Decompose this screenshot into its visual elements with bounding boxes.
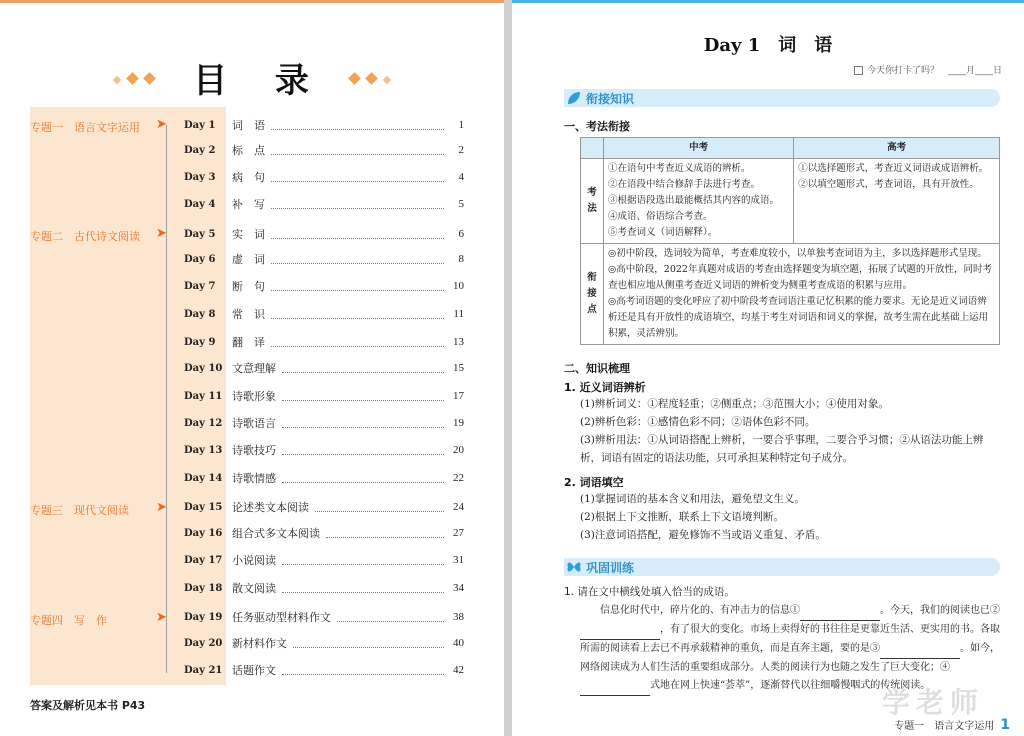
question-1: 1. 请在文中横线处填入恰当的成语。 — [564, 586, 735, 598]
leader-dots — [326, 529, 444, 538]
toc-row[interactable] — [184, 469, 464, 487]
day-label: Day 7 — [184, 280, 216, 292]
toc-row[interactable] — [184, 551, 464, 569]
day-label: Day 12 — [184, 417, 223, 429]
day-label: Day 3 — [184, 171, 216, 183]
day-label: Day 17 — [184, 554, 223, 566]
toc-divider-line — [166, 125, 167, 673]
topic-2[interactable] — [30, 226, 167, 244]
butterfly-icon — [566, 559, 582, 575]
leader-dots — [271, 338, 444, 347]
page-number: 13 — [453, 336, 464, 348]
page-number: 24 — [453, 501, 464, 513]
checkin-text: 今天你打卡了吗？ ____月____日 — [866, 66, 1002, 76]
table-line: ◎高考词语题的变化呼应了初中阶段考查词语注重记忆积累的能力要求。无论是近义词语辨析还是具有开放性的成语填空，均基于考生对词语和词义的掌握，故考生需在此基础上运用积累，灵活辨别。 — [608, 296, 989, 339]
passage-text: ，有了很大的变化。市场上卖得好的书往往是更靠近生活、更实用的书。各取所需的阅读看上去已不再承载精神的重负，而是直奔主题，要的是③ — [580, 624, 1000, 654]
lesson-name: 病 句 — [232, 171, 265, 184]
knowledge-item: (3)注意词语搭配，避免修饰不当或语义重复、矛盾。 — [580, 529, 826, 541]
watermark: 学老师 — [881, 686, 984, 719]
row-label: 衔接点 — [581, 244, 604, 345]
answer-blank-4[interactable] — [580, 677, 650, 696]
toc-row[interactable] — [184, 225, 464, 243]
topic-label: 专题一 语言文字运用 — [30, 121, 140, 134]
toc-title: 目 录 — [193, 61, 327, 101]
checkbox-icon[interactable] — [854, 66, 863, 75]
day-label: Day 8 — [184, 308, 216, 320]
toc-row[interactable] — [184, 524, 464, 542]
section-bar-practice — [564, 558, 1000, 576]
toc-row[interactable] — [184, 305, 464, 323]
toc-row[interactable] — [184, 195, 464, 213]
topic-label: 专题四 写 作 — [30, 614, 107, 627]
knowledge-list-1 — [580, 395, 1002, 467]
day-label: Day 5 — [184, 228, 216, 240]
leader-dots — [282, 584, 444, 593]
leader-dots — [282, 474, 444, 483]
lesson-name: 任务驱动型材料作文 — [232, 611, 331, 624]
toc-row[interactable] — [184, 634, 464, 652]
page-number: 40 — [453, 637, 464, 649]
answer-blank-3[interactable] — [880, 640, 960, 659]
page-number: 31 — [453, 554, 464, 566]
page-number: 1 — [458, 119, 464, 131]
topic-3[interactable] — [30, 500, 167, 518]
toc-row[interactable] — [184, 414, 464, 432]
topic-4[interactable] — [30, 610, 167, 628]
toc-row[interactable] — [184, 116, 464, 134]
day-label: Day 11 — [184, 390, 223, 402]
leader-dots — [271, 121, 444, 130]
day-label: Day 10 — [184, 362, 223, 374]
table-line: ③根据语段选出最能概括其内容的成语。 — [608, 195, 780, 206]
table-line: ◎初中阶段，选词较为简单，考查难度较小，以单独考查词语为主，多以选择题形式呈现。 — [608, 248, 987, 259]
diamond-ornament-right — [346, 68, 394, 87]
toc-row[interactable] — [184, 661, 464, 679]
page-footer — [894, 717, 1010, 733]
toc-row[interactable] — [184, 359, 464, 377]
toc-row[interactable] — [184, 168, 464, 186]
lesson-name: 论述类文本阅读 — [232, 501, 309, 514]
toc-row[interactable] — [184, 250, 464, 268]
subsection-heading: 二、知识梳理 — [564, 362, 630, 375]
subsection-heading: 一、考法衔接 — [564, 120, 630, 133]
topic-label: 专题二 古代诗文阅读 — [30, 230, 140, 243]
toc-row[interactable] — [184, 608, 464, 626]
checkin-line[interactable] — [854, 63, 1002, 76]
page-number: 2 — [458, 144, 464, 156]
toc-row[interactable] — [184, 141, 464, 159]
page-number: 4 — [458, 171, 464, 183]
leader-dots — [271, 173, 444, 182]
table-corner — [581, 138, 604, 159]
page-number: 38 — [453, 611, 464, 623]
page-number: 19 — [453, 417, 464, 429]
section-bar-bridge — [564, 89, 1000, 107]
leader-dots — [271, 200, 444, 209]
section-label: 衔接知识 — [586, 92, 635, 106]
arrow-icon: ➤ — [156, 500, 167, 515]
toc-row[interactable] — [184, 579, 464, 597]
answer-blank-1[interactable] — [800, 602, 880, 621]
toc-row[interactable] — [184, 498, 464, 516]
day-label: Day 14 — [184, 472, 223, 484]
lesson-name: 话题作文 — [232, 664, 276, 677]
day-label: Day 18 — [184, 582, 223, 594]
passage-text: 。今天，我们的阅读也已② — [880, 605, 1000, 616]
page-number: 34 — [453, 582, 464, 594]
table-line: ②以填空题形式，考查词语，具有开放性。 — [798, 179, 979, 190]
lesson-name: 诗歌语言 — [232, 417, 276, 430]
day-label: Day 4 — [184, 198, 216, 210]
lesson-name: 断 句 — [232, 280, 265, 293]
toc-page — [0, 0, 504, 736]
leader-dots — [337, 613, 444, 622]
leader-dots — [271, 255, 444, 264]
column-header-zk: 中考 — [604, 138, 794, 159]
knowledge-item: (3)辨析用法：①从词语搭配上辨析，一要合乎事理，二要合乎习惯；②从语法功能上辨析，词语有固定的语法功能，只可承担某种特定句子成分。 — [580, 434, 984, 464]
answer-note: 答案及解析见本书 P43 — [30, 699, 146, 712]
lesson-name: 诗歌形象 — [232, 390, 276, 403]
passage-text: 式地在网上快速“荟萃”，逐渐替代以往细嚼慢咽式的传统阅读。 — [650, 680, 931, 691]
gk-cell — [794, 159, 1000, 244]
footer-page-number: 1 — [1000, 717, 1010, 733]
day-label: Day 2 — [184, 144, 216, 156]
topic-1[interactable] — [30, 117, 167, 135]
lesson-name: 常 识 — [232, 308, 265, 321]
leader-dots — [282, 364, 444, 373]
day-label: Day 20 — [184, 637, 223, 649]
passage-text: 。如今，网络阅读成为人们生活的重要组成部分。人类的阅读行为也随之发生了巨大变化；④ — [580, 643, 1000, 673]
day-label: Day 15 — [184, 501, 223, 513]
page-number: 42 — [453, 664, 464, 676]
leader-dots — [282, 392, 444, 401]
knowledge-heading: 2. 词语填空 — [564, 476, 624, 489]
leader-dots — [271, 310, 444, 319]
lesson-title: Day 1 词 语 — [703, 35, 833, 56]
knowledge-item: (2)辨析色彩：①感情色彩不同；②语体色彩不同。 — [580, 416, 816, 428]
leaf-icon — [566, 90, 582, 106]
lesson-name: 标 点 — [232, 144, 265, 157]
leader-dots — [271, 282, 444, 291]
page-number: 5 — [458, 198, 464, 210]
lesson-name: 翻 译 — [232, 336, 265, 349]
toc-row[interactable] — [184, 277, 464, 295]
lesson-name: 词 语 — [232, 119, 265, 132]
page-number: 10 — [453, 280, 464, 292]
exam-table — [580, 137, 1000, 345]
leader-dots — [271, 146, 444, 155]
arrow-icon: ➤ — [156, 226, 167, 241]
table-line: ④成语、俗语综合考查。 — [608, 211, 713, 222]
lesson-name: 诗歌情感 — [232, 472, 276, 485]
passage-text: 信息化时代中，碎片化的、有冲击力的信息① — [600, 605, 800, 616]
lesson-name: 虚 词 — [232, 253, 265, 266]
leader-dots — [282, 446, 444, 455]
lesson-name: 实 词 — [232, 228, 265, 241]
day-label: Day 1 — [184, 119, 216, 131]
lesson-name: 新材料作文 — [232, 637, 287, 650]
section-label: 巩固训练 — [586, 561, 635, 575]
toc-row[interactable] — [184, 333, 464, 351]
arrow-icon: ➤ — [156, 117, 167, 132]
lesson-name: 补 写 — [232, 198, 265, 211]
answer-blank-2[interactable] — [580, 621, 660, 640]
zk-cell — [604, 159, 794, 244]
page-number: 8 — [458, 253, 464, 265]
topic-label: 专题三 现代文阅读 — [30, 504, 129, 517]
page-number: 17 — [453, 390, 464, 402]
knowledge-item: (1)掌握词语的基本含义和用法，避免望文生义。 — [580, 493, 805, 505]
toc-header — [0, 53, 504, 102]
day-label: Day 13 — [184, 444, 223, 456]
day-label: Day 6 — [184, 253, 216, 265]
table-line: ⑤考查词义（词语解释）。 — [608, 227, 718, 238]
arrow-icon: ➤ — [156, 610, 167, 625]
lesson-name: 诗歌技巧 — [232, 444, 276, 457]
table-line: ②在语段中结合修辞手法进行考查。 — [608, 179, 761, 190]
lesson-page — [512, 0, 1024, 736]
column-header-gk: 高考 — [794, 138, 1000, 159]
page-number: 15 — [453, 362, 464, 374]
diamond-ornament-left — [110, 68, 158, 87]
day-label: Day 19 — [184, 611, 223, 623]
bridge-cell — [604, 244, 1000, 345]
page-number: 11 — [453, 308, 464, 320]
knowledge-item: (2)根据上下文推断，联系上下文语境判断。 — [580, 511, 784, 523]
knowledge-heading: 1. 近义词语辨析 — [564, 381, 646, 394]
lesson-name: 组合式多文本阅读 — [232, 527, 320, 540]
footer-topic: 专题一 语言文字运用 — [894, 721, 995, 732]
leader-dots — [282, 556, 444, 565]
leader-dots — [293, 639, 444, 648]
row-label: 考法 — [581, 159, 604, 244]
day-label: Day 9 — [184, 336, 216, 348]
page-number: 27 — [453, 527, 464, 539]
leader-dots — [315, 503, 444, 512]
table-line: ①在语句中考查近义成语的辨析。 — [608, 163, 751, 174]
lesson-name: 文意理解 — [232, 362, 276, 375]
day-label: Day 16 — [184, 527, 223, 539]
toc-row[interactable] — [184, 441, 464, 459]
day-label: Day 21 — [184, 664, 223, 676]
lesson-name: 小说阅读 — [232, 554, 276, 567]
knowledge-item: (1)辨析词义：①程度轻重；②侧重点；③范围大小；④使用对象。 — [580, 398, 889, 410]
page-number: 22 — [453, 472, 464, 484]
knowledge-list-2 — [580, 490, 1002, 544]
leader-dots — [282, 666, 444, 675]
lesson-name: 散文阅读 — [232, 582, 276, 595]
page-number: 6 — [458, 228, 464, 240]
leader-dots — [271, 230, 444, 239]
table-line: ◎高中阶段，2022年真题对成语的考查由选择题变为填空题，拓展了试题的开放性，同时考查也相应地从侧重考查近义词语的辨析变为侧重考查成语的积累与应用。 — [608, 264, 992, 291]
table-line: ①以选择题形式，考查近义词语或成语辨析。 — [798, 163, 989, 174]
toc-row[interactable] — [184, 387, 464, 405]
page-number: 20 — [453, 444, 464, 456]
leader-dots — [282, 419, 444, 428]
